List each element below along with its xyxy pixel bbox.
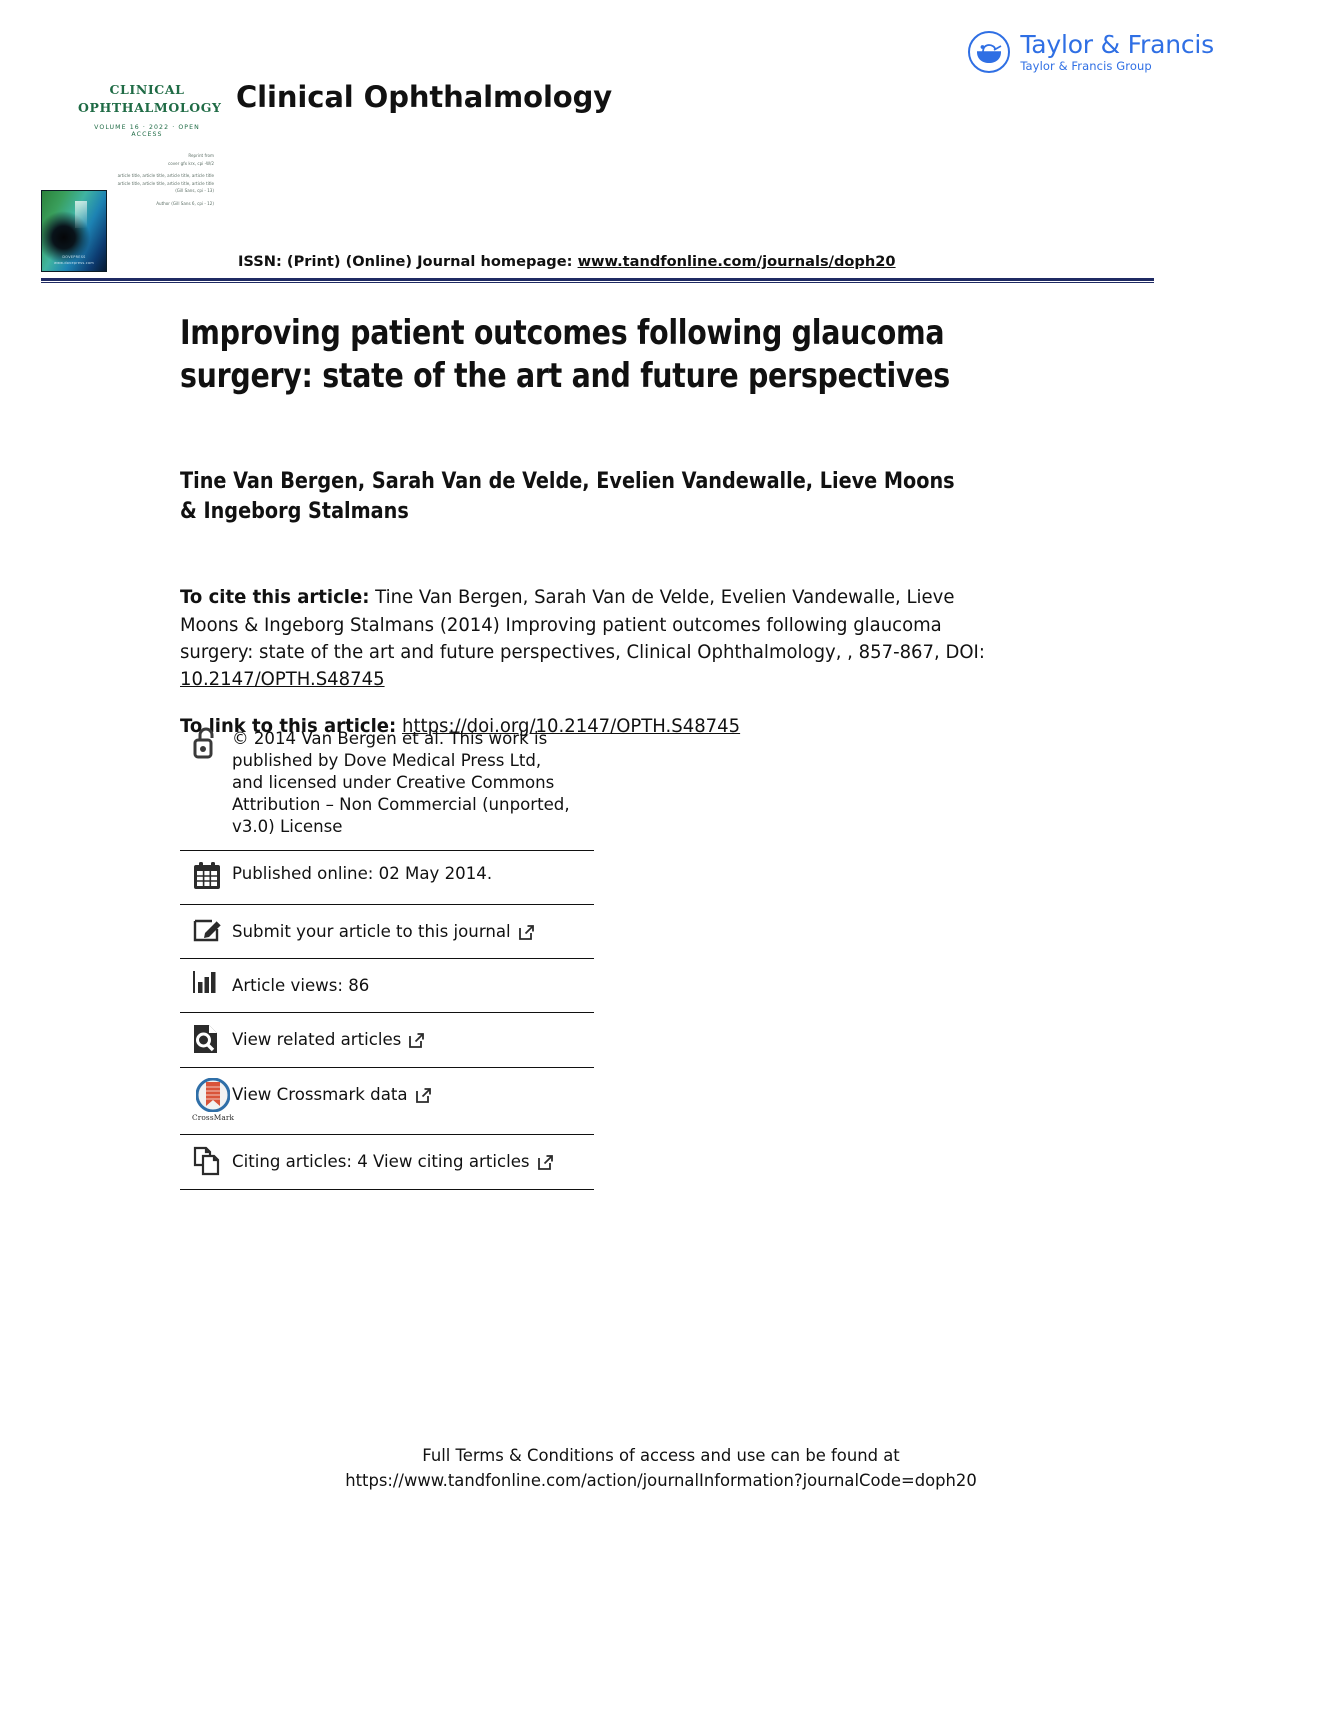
journal-cover-thumbnail (41, 62, 222, 272)
cover-volume-line: VOLUME 16 · 2022 · OPEN ACCESS (94, 124, 200, 138)
view-crossmark-data-link[interactable] (232, 1078, 432, 1106)
cover-eye-image (41, 190, 107, 272)
issn-homepage-line (238, 253, 896, 270)
open-access-lock-icon (180, 726, 232, 760)
footer-line-2: https://www.tandfonline.com/action/journalInformation?journalCode=doph20 (345, 1470, 977, 1490)
external-link-icon (537, 1154, 554, 1171)
citation-block (180, 584, 995, 693)
taylor-francis-lamp-icon (967, 30, 1011, 74)
publisher-logo-wordmark (1020, 29, 1214, 73)
article-views-text: Article views: 86 (232, 976, 370, 996)
submit-article-link[interactable] (232, 915, 535, 943)
footer-line-1: Full Terms & Conditions of access and use can be found at (422, 1446, 900, 1465)
external-link-icon (408, 1032, 425, 1049)
external-link-icon (518, 924, 535, 941)
link-label: To link to this article: (180, 715, 397, 737)
crossmark-icon-wrap (180, 1078, 235, 1123)
publisher-group: Taylor & Francis Group (1020, 58, 1152, 73)
article-authors: Tine Van Bergen, Sarah Van de Velde, Evelien Vandewalle, Lieve Moons & Ingeborg Stalmans (180, 468, 955, 524)
journal-homepage-link[interactable]: www.tandfonline.com/journals/doph20 (577, 253, 896, 270)
view-related-articles-icon (180, 1023, 232, 1055)
article-title: Improving patient outcomes following glaucoma surgery: state of the art and future perspectives (180, 313, 950, 396)
metadata-row-submit[interactable] (180, 905, 594, 959)
crossmark-icon (192, 1078, 234, 1122)
metadata-row-related[interactable] (180, 1013, 594, 1068)
cite-label: To cite this article: (180, 587, 370, 609)
metadata-row-views (180, 959, 594, 1013)
publisher-name: Taylor & Francis (1020, 29, 1214, 59)
license-text: © 2014 Van Bergen et al. This work is published by Dove Medical Press Ltd, and licensed under Creative Commons Attribution – Non Commercial (unported, v3.0) License (232, 729, 570, 837)
view-crossmark-data-label: View Crossmark data (232, 1085, 408, 1105)
masthead-rule (41, 278, 1154, 281)
view-related-articles-label: View related articles (232, 1030, 402, 1050)
metadata-row-crossmark[interactable] (180, 1068, 594, 1135)
publisher-logo (967, 30, 1214, 74)
metadata-row-license (180, 716, 594, 851)
external-link-icon (415, 1087, 432, 1104)
calendar-icon (180, 861, 232, 891)
citing-articles-link[interactable] (232, 1145, 554, 1173)
metadata-row-published (180, 851, 594, 905)
cite-text: Tine Van Bergen, Sarah Van de Velde, Evelien Vandewalle, Lieve Moons & Ingeborg Stalmans (2014) Improving patient outcomes following glaucoma surgery: state of the art and future perspectives, Clinical Ophthalmology, , 857-867, DOI: (180, 587, 985, 664)
submit-article-pencil-icon (180, 915, 232, 945)
view-related-articles-link[interactable] (232, 1023, 425, 1051)
submit-article-label: Submit your article to this journal (232, 922, 511, 942)
citing-articles-label: Citing articles: 4 View citing articles (232, 1152, 530, 1172)
journal-title: Clinical Ophthalmology (236, 80, 613, 114)
cover-title-line1: CLINICAL (109, 82, 185, 97)
crossmark-icon-label: CrossMark (192, 1113, 235, 1123)
cover-text-block (78, 82, 222, 207)
article-metadata-list (180, 716, 594, 1190)
citing-articles-icon (180, 1145, 232, 1177)
masthead-rule-thin (41, 282, 1154, 283)
article-doi-url-link[interactable]: https://doi.org/10.2147/OPTH.S48745 (402, 715, 741, 737)
article-block (180, 312, 1020, 737)
metadata-row-citing[interactable] (180, 1135, 594, 1190)
cover-blurb-lines: Reprint from cover gfx krx, cpi -W/2 article title, article title, article title, article title article title, article title, article title, article title (Gill Sans, cpi - 13) Author (Gill Sans 6, cpi - 12) (117, 153, 214, 206)
cover-eye-caption: DOVEPRESS www.dovepress.com (54, 255, 94, 265)
article-views-bar-chart-icon (180, 969, 232, 995)
published-online-text: Published online: 02 May 2014. (232, 864, 493, 884)
issn-prefix: ISSN: (Print) (Online) Journal homepage: (238, 253, 578, 270)
footer (0, 1444, 1322, 1493)
citation-doi-link[interactable]: 10.2147/OPTH.S48745 (180, 669, 385, 691)
cover-title-line2: OPHTHALMOLOGY (78, 100, 222, 115)
